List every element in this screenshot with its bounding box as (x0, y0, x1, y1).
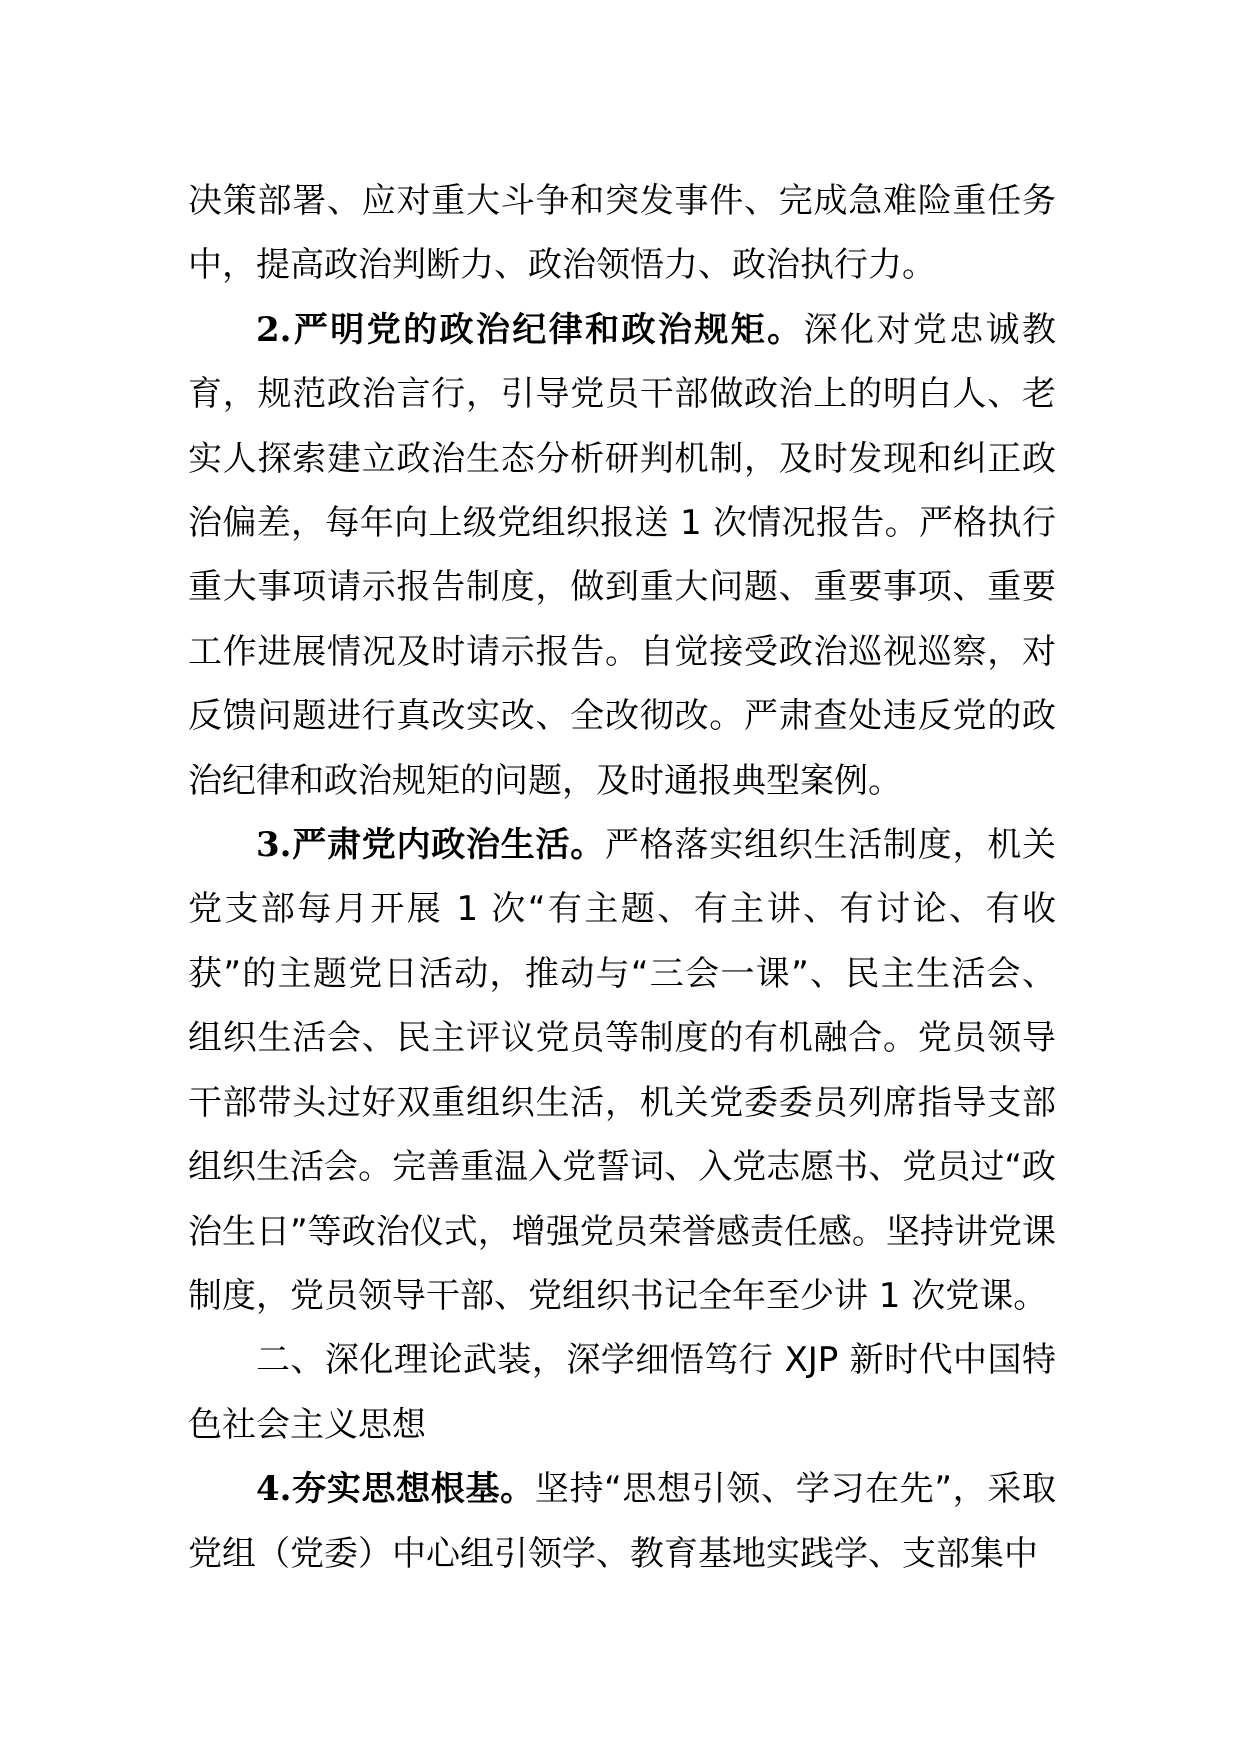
paragraph-heading: 2.严明党的政治纪律和政治规矩。 (256, 309, 804, 350)
section-heading-text: 二、深化理论武装，深学细悟笃行 XJP 新时代中国特色社会主义思想 (188, 1340, 1056, 1445)
paragraph-item-2 (188, 298, 1056, 813)
paragraph-item-4 (188, 1457, 1056, 1586)
paragraph-text: 深化对党忠诚教育，规范政治言行，引导党员干部做政治上的明白人、老实人探索建立政治生态分析研判机制，及时发现和纠正政治偏差，每年向上级党组织报送 1 次情况报告。严格执行重大事项请示报告制度，做到重大问题、重要事项、重要工作进展情况及时请示报告。自觉接受政治巡视巡察，对反馈问题进行真改实改、全改彻改。严肃查处违反党的政治纪律和政治规矩的问题，及时通报典型案例。 (188, 309, 1057, 801)
section-heading-2 (188, 1328, 1056, 1457)
paragraph-continuation (188, 169, 1056, 298)
paragraph-text: 严格落实组织生活制度，机关党支部每月开展 1 次“有主题、有主讲、有讨论、有收获”的主题党日活动，推动与“三会一课”、民主生活会、组织生活会、民主评议党员等制度的有机融合。党员领导干部带头过好双重组织生活，机关党委委员列席指导支部组织生活会。完善重温入党誓词、入党志愿书、党员过“政治生日”等政治仪式，增强党员荣誉感责任感。坚持讲党课制度，党员领导干部、党组织书记全年至少讲 1 次党课。 (188, 825, 1056, 1316)
paragraph-heading: 3.严肃党内政治生活。 (256, 825, 605, 866)
document-body (188, 169, 1056, 1586)
paragraph-text: 坚持“思想引领、学习在先”，采取党组（党委）中心组引领学、教育基地实践学、支部集中 (188, 1469, 1056, 1574)
paragraph-heading: 4.夯实思想根基。 (256, 1469, 535, 1510)
paragraph-item-3 (188, 813, 1056, 1328)
paragraph-text: 决策部署、应对重大斗争和突发事件、完成急难险重任务中，提高政治判断力、政治领悟力、政治执行力。 (188, 181, 1056, 286)
